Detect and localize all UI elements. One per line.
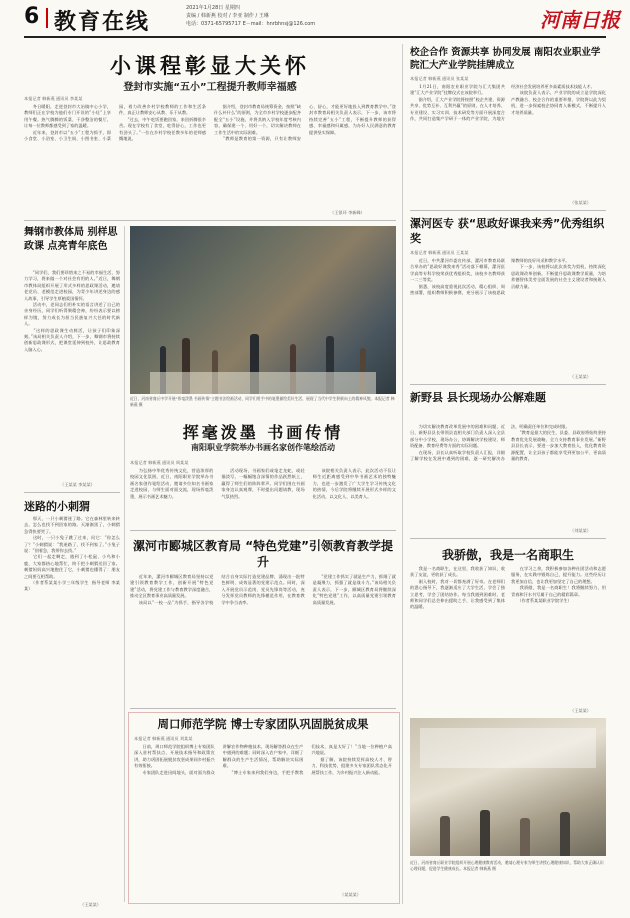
- yancheng-title: 漯河市郾城区教育局 “特色党建”引领教育教学提升: [133, 539, 393, 569]
- masthead: [0, 0, 630, 40]
- editors-line: 责编 / 韩新燕 校对 / 李亚 制作 / 王琳: [186, 13, 269, 19]
- photo-caption: 近日，河南省商丘中学开展“挥毫泼墨 书画传情”主题书法绘画活动，同学们用手中的笔墨描绘美好生活，展现了当代中学生积极向上的精神风貌。本报记者 韩新燕 摄: [130, 396, 395, 407]
- mid-body: 为弘扬中华优秀传统文化，营造浓厚的校园文化氛围，近日，南阳职业学院举办书画名家创作笔绘活动，邀请多位知名书画家走进校园，与师生面对面交流，现场挥毫泼墨，展示书画艺术魅力。 活动现场，书画家们或笔走龙蛇，或轻描淡写，一幅幅饱含深情的作品跃然纸上，赢得了师生们的阵阵掌声。同学们围在书画家身边认真观摩，不时提出问题请教，现场气氛热烈。 该院相关负责人表示，此次活动不仅让师生近距离感受到中华书画艺术的独特魅力，也进一步激发了广大学生学习传统文化的热情，今后学院将继续开展形式多样的文化活动，以文化人、以美育人。: [130, 468, 396, 499]
- column-divider: [124, 226, 125, 902]
- calligraphy-photo: [130, 226, 396, 394]
- zhoukou-body: 日前，周口师范学院组织博士专家团队深入驻村帮扶点，开展技术指导和政策宣讲，助力巩固拓展脱贫攻坚成果同乡村振兴有效衔接。 专家团队走进田间地头，面对面为群众讲解农作物种植技术，现场解答群众在生产中遇到的难题；同时深入农户家中，详细了解群众的生产生活情况，帮助解决实际困难。 “博士专家来到我们身边，手把手教我们技术，真是太好了！”当地一位种植户高兴地说。 据了解，该院持续发挥高校人才、智力、科技优势，组建多支专家团队常态化开展帮扶工作，为乡村振兴注入新动能。: [134, 744, 392, 775]
- r4-body: 我是一名商职生，在这里，我收获了知识，收获了友谊，更收获了成长。 刚入校时，我对一切都充满了好奇。在老师们的悉心指导下，我逐渐适应了大学生活，学会了独立思考，学会了团结协作。每当我遇到困难时，老师和同学们总会伸出援助之手，让我感受到了集体的温暖。 在学习之余，我积极参加各种社团活动和志愿服务，在实践中锻炼自己，提升能力。这些经历让我更加自信，也让我更加坚定了自己的理想。 我骄傲，我是一名商职生！我将继续努力，用青春和汗水书写属于自己的精彩篇章。 （作者系某某职业学院学生）: [410, 566, 606, 610]
- r3-body: 为切实解决教育改革发展中的困难和问题，近日，新野县县长带领县直相关部门负责人深入全县部分中小学校，现场办公，协调解决学校建设、师资配备、教育经费等方面的实际问题。 在现场，县长认真听取学校负责人汇报，详细了解学校在发展中遇到的困难，逐一研究解决办法，明确责任单位和完成时限。 “教育是最大的民生，县委、县政府将始终坚持教育优先发展战略，全力支持教育事业发展。”新野县县长表示，要进一步加大教育投入，优化教育资源配置，让全县孩子都能享受到更加公平、更高质量的教育。: [410, 424, 606, 462]
- zhoukou-byline: 本报记者 韩新燕 通讯员 刘某某: [134, 736, 193, 741]
- r3-credit: （刘某某）: [570, 528, 591, 533]
- page-number: 6: [24, 4, 40, 29]
- column-divider: [402, 44, 403, 904]
- lead-credit: （王银环 李新峰）: [330, 210, 365, 215]
- zhoukou-credit: （某某某）: [340, 892, 361, 897]
- hedgehog-body: 那天，一只小刺猬迷了路。它在森林里转来转去，怎么也找不到回家的路。天渐渐黑了，小刺猬急得快要哭了。 这时，一只小兔子跳了过来，问它：“你怎么了？”小刺猬说：“我迷路了，找不到家了。”小兔子说：“别着急，我带你去找。” 它们一起走啊走，遇到了小松鼠、小鸟和小鹿，大家都热心地帮忙，终于把小刺猬送回了家。刺猬妈妈高兴地抱住了它，小刺猬也懂得了：朋友之间要互相帮助。 （作者系某某小学三年级学生 指导老师 李某某）: [24, 516, 120, 592]
- r1-body: 1月21日，南阳农业职业学院与汇大集团共建“汇大产业学院”挂牌仪式在该院举行。 据介绍，汇大产业学院将按照“校企共建、资源共享、优势互补、互利共赢”的原则，在人才培养、专业建设、实习实训、技术研发等方面开展深度合作，共同打造集产学研于一体的产业学院，为地方经济社会发展培养更多高素质技术技能人才。 该院负责人表示，产业学院的成立是学院深化产教融合、校企合作的重要举措，学院将以此为契机，进一步探索校企协同育人新模式，不断提升人才培养质量。: [410, 84, 606, 122]
- hedgehog-credit: （王某某）: [80, 902, 101, 907]
- r1-byline: 本报记者 韩新燕 通讯员 张某某: [410, 76, 469, 81]
- r1-title: 校企合作 资源共享 协同发展 南阳农业职业学院汇大产业学院挂牌成立: [410, 47, 601, 71]
- header-rule: [24, 36, 606, 38]
- wugang-credit: （王某某 李某某）: [60, 482, 95, 487]
- hedgehog-title: 迷路的小刺猬: [24, 500, 90, 513]
- right-photo-caption: 近日，河南省商丘职业学院组织开展心理健康教育活动，邀请心理专家为师生讲授心理健康知识，帮助大家正确认识心理问题，促进学生健康成长。本报记者 韩新燕 摄: [410, 860, 604, 871]
- yancheng-body: 近年来，漯河市郾城区教育局坚持以党建引领教育教学工作，创新开展“特色党建”活动，将党建工作与教育教学深度融合，推动全区教育事业高质量发展。 该局以“一校一品”为抓手，指导各学校结合自身实际打造党建品牌，涌现出一批特色鲜明、成效显著的党建示范点。同时，深入开展党员示范岗、党员先锋岗等活动，充分发挥党员教师的先锋模范作用，在教育教学中争当表率。 “党建工作抓实了就是生产力，抓细了就是凝聚力，抓强了就是战斗力。”该局相关负责人表示，下一步，郾城区教育局将继续深化“特色党建”工作，以高质量党建引领教育高质量发展。: [130, 574, 396, 605]
- contact-line: 电话：0371-65795717 E－mail：hnrbhnsj@126.com: [186, 21, 316, 27]
- r2-credit: （王某某）: [570, 374, 591, 379]
- rule: [130, 708, 396, 709]
- r1-credit: （张某某）: [570, 200, 591, 205]
- rule: [410, 384, 606, 385]
- r3-title: 新野县 县长现场办公解难题: [410, 391, 546, 404]
- mid-title: 挥毫泼墨 书画传情: [182, 423, 344, 442]
- rule: [410, 210, 606, 211]
- lead-byline: 本报记者 韩新燕 通讯员 李某某: [24, 96, 83, 101]
- date-line: 2021年1月28日 星期四: [186, 5, 240, 11]
- zhoukou-title: 周口师范学院 博士专家团队巩固脱贫成果: [157, 717, 369, 731]
- lead-body: 冬日暖阳，走进登封市大冶镇中心小学，教师们正在学校为他们专门开设的“小灶”上享用午餐。热气腾腾的饭菜、干净整洁的餐厅，让每一位教师都感受到了家的温暖。 近年来，登封市以“五小”工程为抓手，即小食堂、小浴室、小卫生间、小图书室、小菜园，着力改善乡村学校教师的工作和生活条件，真正让教师安心从教、乐于从教。 “过去，中午吃饭要跑回家，来回折腾很辛苦。现在学校有了食堂，吃得舒心，工作也更有劲头了。”一位在乡村学校任教多年的老师感慨地说。 据介绍，登封市教育局统筹资金，按照“缺什么补什么”的原则，为全市乡村学校逐步配齐配全“五小”设施，并将其纳入学校年度考核内容，确保建一个、用好一个，切实解决教师在工作生活中的实际困难。 “教师是教育的第一资源，只有让教师安心、舒心，才能更好地投入到教育教学中。”登封市教育局相关负责人表示，下一步，该市将持续完善“五小”工程，不断提升教师的获得感、幸福感和归属感，为办好人民满意的教育提供坚实保障。: [24, 104, 396, 142]
- r4-title: 我骄傲，我是一名商职生: [441, 548, 574, 562]
- r4-credit: （王某某）: [570, 708, 591, 713]
- newspaper-logo: 河南日报: [540, 8, 620, 32]
- mid-byline: 本报记者 韩新燕 通讯员 周某某: [130, 460, 189, 465]
- mid-subtitle: 南阳职业学院举办书画名家创作笔绘活动: [191, 443, 335, 452]
- r2-byline: 本报记者 韩新燕 通讯员 王某某: [410, 250, 469, 255]
- wugang-body: “同学们，我们要珍惜来之不易的幸福生活，努力学习，将来做一个对社会有用的人。”近日，舞钢市教体局组织开展了形式多样的思政课活动，邀请老党员、老模范走进校园，为青少年讲述身边的感人故事，引导学生厚植爱国情怀。 活动中，老同志们用朴实的语言讲述了自己的亲身经历，同学们听得聚精会神，纷纷表示要以榜样为镜，努力成长为担当民族复兴大任的时代新人。 “这样的思政课生动鲜活，让孩子们印象深刻。”该局相关负责人介绍，下一步，舞钢市将持续创新思政课形式，把课堂延伸到校外，让思政教育入脑入心。: [24, 270, 120, 352]
- rule: [130, 530, 396, 531]
- section-title: 教育在线: [54, 10, 151, 35]
- wugang-title: 舞钢市教体局 别样思政课 点亮青年底色: [24, 227, 118, 252]
- rule: [410, 538, 606, 539]
- r2-body: 近日，中共漯河市委宣传部、漯河市教育局联合举办的“思政好课我来秀”活动落下帷幕，漯河医学高等专科学校荣获优秀组织奖，该校多名教师获一二三等奖。 据悉，该校高度重视此次活动，精心组织、周密部署，组织教师积极参赛，充分展示了该校思政课教师的良好风采和教学水平。 下一步，该校将以此次获奖为契机，持续深化思政课改革创新，不断提升思政课教学质量，为培养德智体美劳全面发展的社会主义建设者和接班人贡献力量。: [410, 258, 606, 296]
- lead-subtitle: 登封市实施“五小”工程提升教师幸福感: [123, 82, 297, 93]
- r2-title: 漯河医专 获“思政好课我来秀”优秀组织奖: [410, 217, 605, 245]
- lead-title: 小课程彰显大关怀: [110, 54, 310, 78]
- psychology-photo: [410, 718, 606, 856]
- rule: [24, 492, 120, 493]
- divider: [46, 8, 48, 28]
- rule: [24, 220, 396, 221]
